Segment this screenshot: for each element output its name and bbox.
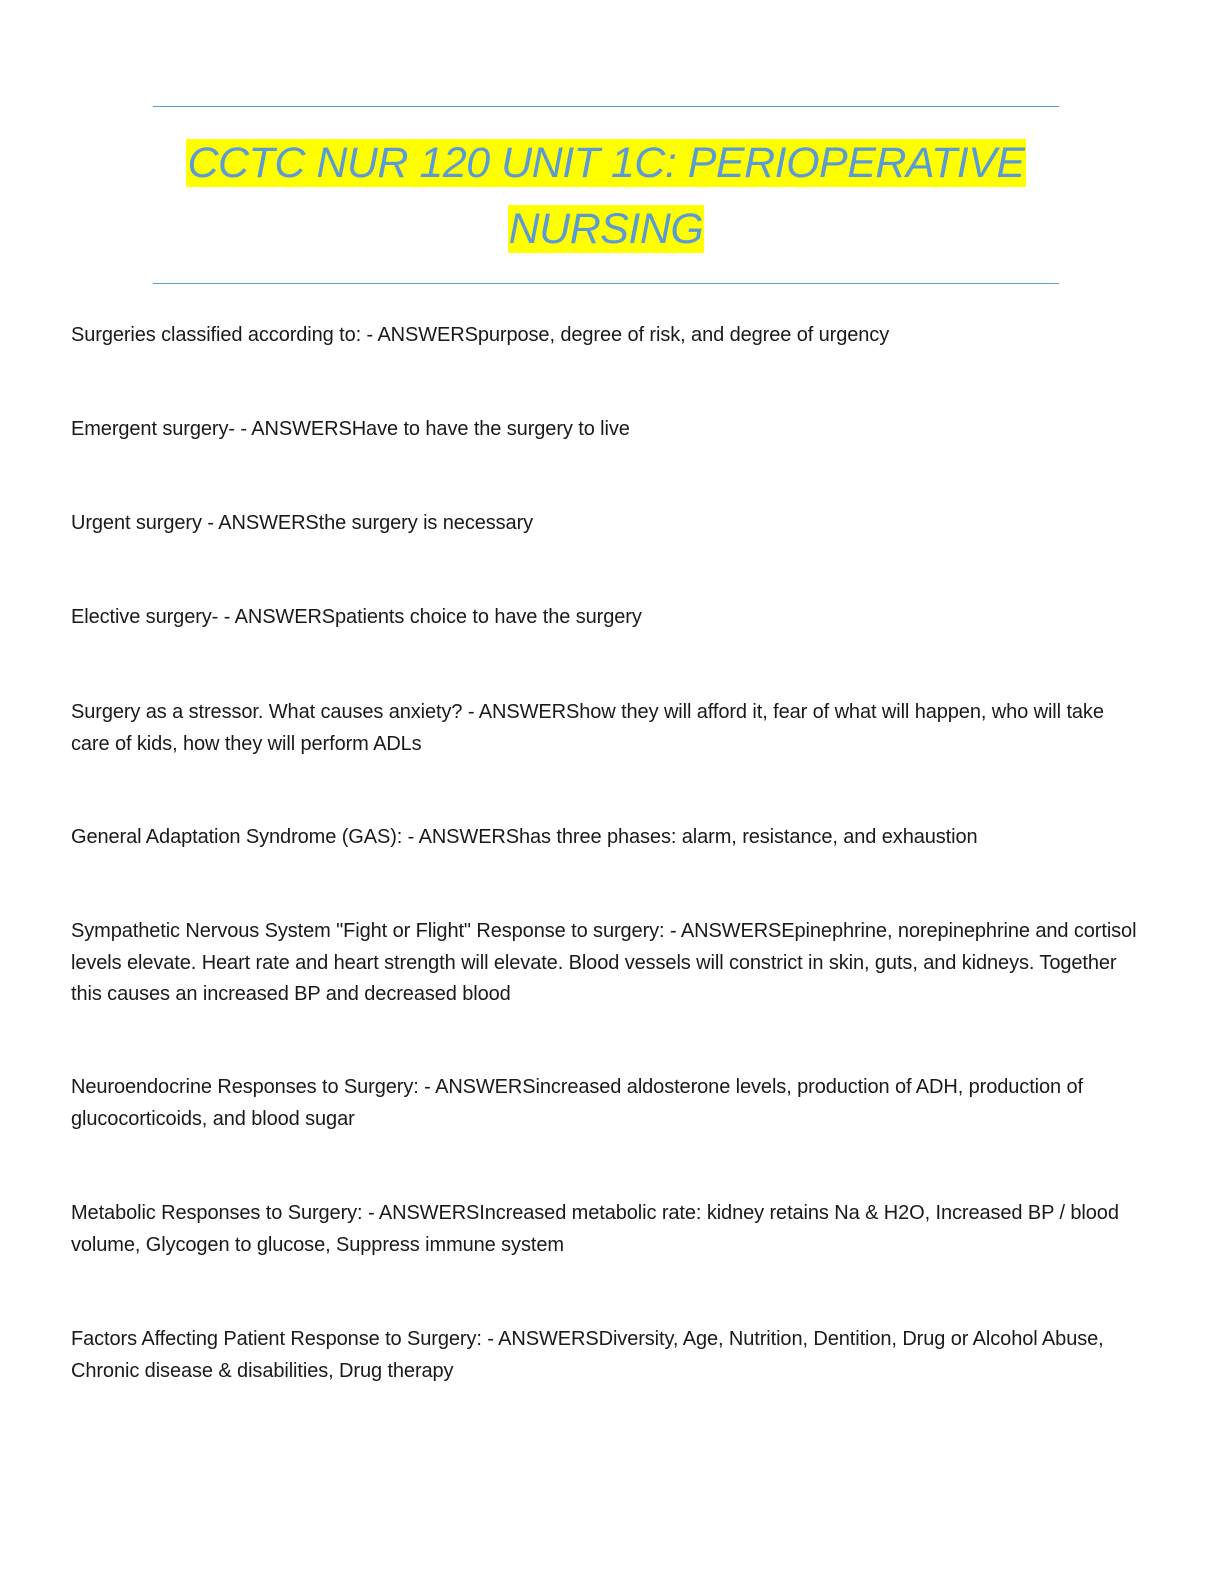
entry-question: Neuroendocrine Responses to Surgery: - ANSWERS bbox=[71, 1076, 536, 1098]
qa-entry bbox=[71, 1324, 1141, 1387]
qa-entry bbox=[71, 916, 1141, 1011]
entry-answer: Increased metabolic rate: kidney retains Na & H2O, Increased BP / blood volume, Glycogen to glucose, Suppress immune system bbox=[71, 1202, 1119, 1256]
entry-answer: has three phases: alarm, resistance, and exhaustion bbox=[519, 826, 978, 848]
qa-entry bbox=[71, 414, 1141, 446]
title-line-1: CCTC NUR 120 UNIT 1C: PERIOPERATIVE bbox=[187, 139, 1025, 187]
qa-entry bbox=[71, 697, 1141, 760]
entry-question: Sympathetic Nervous System "Fight or Flight" Response to surgery: - ANSWERS bbox=[71, 920, 782, 942]
entry-answer: the surgery is necessary bbox=[318, 512, 534, 534]
qa-entry bbox=[71, 1198, 1141, 1261]
qa-entry bbox=[71, 602, 1141, 634]
document-title bbox=[153, 130, 1059, 262]
title-rule-bottom bbox=[153, 283, 1059, 284]
qa-entry bbox=[71, 822, 1141, 854]
entry-question: Urgent surgery - ANSWERS bbox=[71, 512, 319, 534]
entry-answer: purpose, degree of risk, and degree of urgency bbox=[477, 324, 890, 346]
qa-entry bbox=[71, 320, 1141, 352]
entry-answer: increased aldosterone levels, production of ADH, production of glucocorticoids, and blood sugar bbox=[71, 1076, 1083, 1130]
entry-answer: how they will afford it, fear of what will happen, who will take care of kids, how they will perform ADLs bbox=[71, 701, 1104, 755]
qa-entry bbox=[71, 1072, 1141, 1135]
entry-answer: patients choice to have the surgery bbox=[335, 606, 642, 628]
entry-question: Elective surgery- - ANSWERS bbox=[71, 606, 336, 628]
entry-question: Emergent surgery- - ANSWERS bbox=[71, 418, 352, 440]
entry-answer: Epinephrine, norepinephrine and cortisol levels elevate. Heart rate and heart strength will elevate. Blood vessels will constrict in skin, guts, and kidneys. Together this causes an increased BP and decreased blood bbox=[71, 920, 1137, 1005]
entry-answer: Diversity, Age, Nutrition, Dentition, Drug or Alcohol Abuse, Chronic disease & disabilities, Drug therapy bbox=[71, 1328, 1104, 1382]
title-line-2: NURSING bbox=[508, 205, 704, 253]
entry-answer: Have to have the surgery to live bbox=[351, 418, 630, 440]
qa-entry bbox=[71, 508, 1141, 540]
entry-question: Factors Affecting Patient Response to Surgery: - ANSWERS bbox=[71, 1328, 599, 1350]
entry-question: Surgeries classified according to: - ANSWERS bbox=[71, 324, 478, 346]
title-rule-top bbox=[153, 106, 1059, 107]
entry-question: General Adaptation Syndrome (GAS): - ANSWERS bbox=[71, 826, 520, 848]
entry-question: Surgery as a stressor. What causes anxiety? - ANSWERS bbox=[71, 701, 580, 723]
entry-question: Metabolic Responses to Surgery: - ANSWERS bbox=[71, 1202, 480, 1224]
